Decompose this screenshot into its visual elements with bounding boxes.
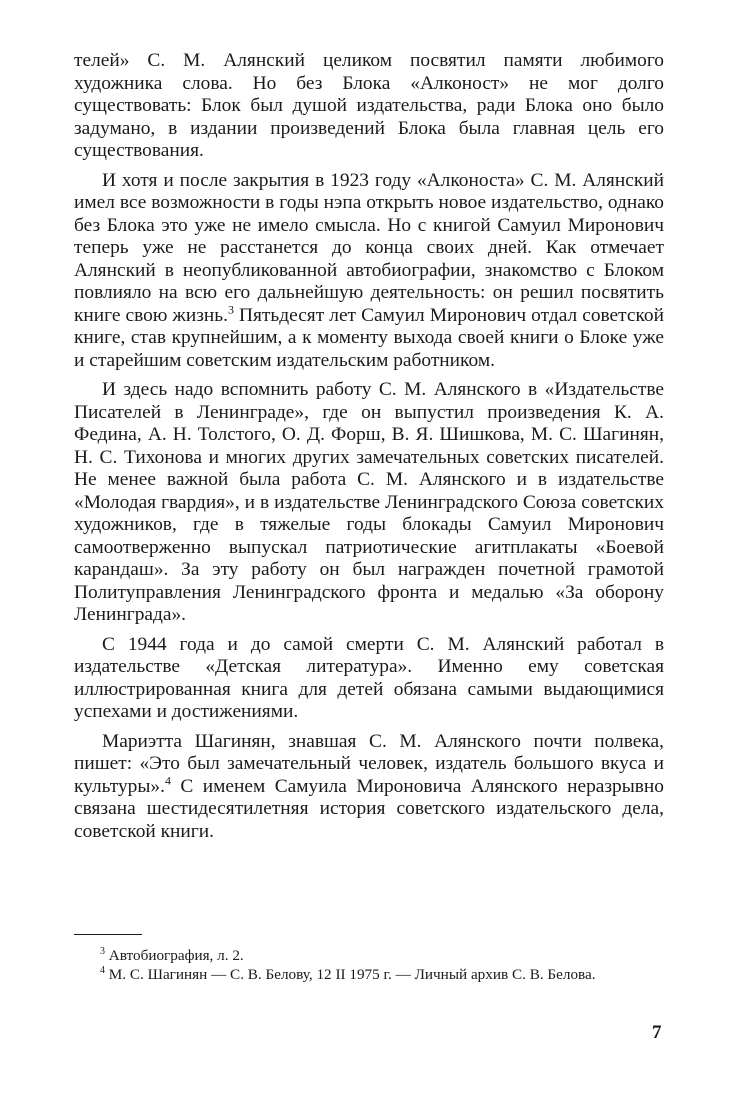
footnote-text: М. С. Шагинян — С. В. Белову, 12 II 1975 г. — Личный архив С. В. Белова. bbox=[105, 966, 596, 983]
paragraph-1 bbox=[74, 50, 664, 163]
paragraph-text-continued: Пятьдесят лет Самуил Миронович отдал советской книге, став крупнейшим, а к моменту выхода своей книги о Блоке уже и старейшим советским издательским работником. bbox=[74, 304, 664, 371]
page-number: 7 bbox=[652, 1022, 662, 1043]
footnote-4 bbox=[74, 965, 664, 984]
footnote-ref-3[interactable]: 3 bbox=[227, 302, 234, 317]
footnote-text: Автобиография, л. 2. bbox=[105, 947, 244, 964]
footnote-3 bbox=[74, 946, 664, 965]
paragraph-3 bbox=[74, 379, 664, 627]
paragraph-2 bbox=[74, 170, 664, 373]
footnote-mark: 4 bbox=[100, 964, 105, 976]
paragraph-text-continued: С именем Самуила Мироновича Алянского неразрывно связана шестидесятилетняя история советского издательского дела, советской книги. bbox=[74, 775, 664, 842]
paragraph-text: И здесь надо вспомнить работу С. М. Алянского в «Издательстве Писателей в Ленинграде», где он выпустил произведения К. А. Федина, А. Н. Толстого, О. Д. Форш, В. Я. Шишкова, М. С. Шагинян, Н. С. Тихонова и многих других замечательных советских писателей. Не менее важной была работа С. М. Алянского и в издательстве «Молодая гвардия», и в издательстве Ленинградского Союза советских художников, где в тяжелые годы блокады Самуил Миронович самоотверженно выпускал патриотические агитплакаты «Боевой карандаш». За эту работу он был награжден почетной грамотой Политуправления Ленинградского фронта и медалью «За оборону Ленинграда». bbox=[74, 379, 664, 625]
footnotes bbox=[74, 946, 664, 984]
main-text bbox=[74, 50, 664, 850]
footnote-mark: 3 bbox=[100, 945, 105, 957]
paragraph-4 bbox=[74, 634, 664, 724]
paragraph-text: С 1944 года и до самой смерти С. М. Алянский работал в издательстве «Детская литература». Именно ему советская иллюстрированная книга для детей обязана самыми выдающимися успехами и достижениями. bbox=[74, 633, 664, 722]
paragraph-text: Мариэтта Шагинян, знавшая С. М. Алянского почти полвека, пишет: «Это был замечательный человек, издатель большого вкуса и культуры». bbox=[74, 730, 664, 797]
footnote-ref-4[interactable]: 4 bbox=[164, 773, 171, 788]
paragraph-5 bbox=[74, 731, 664, 844]
paragraph-text: телей» С. М. Алянский целиком посвятил памяти любимого художника слова. Но без Блока «Алконост» не мог долго существовать: Блок был душой издательства, ради Блока оно было задумано, в издании произведений Блока была главная цель его существования. bbox=[74, 50, 664, 161]
footnote-divider bbox=[74, 934, 142, 935]
paragraph-text: И хотя и после закрытия в 1923 году «Алконоста» С. М. Алянский имел все возможности в годы нэпа открыть новое издательство, однако без Блока это уже не имело смысла. Но с книгой Самуил Миронович теперь уже не расстанется до конца своих дней. Как отмечает Алянский в неопубликованной автобиографии, знакомство с Блоком повлияло на всю его дальнейшую деятельность: он решил посвятить книге свою жизнь. bbox=[74, 169, 664, 326]
